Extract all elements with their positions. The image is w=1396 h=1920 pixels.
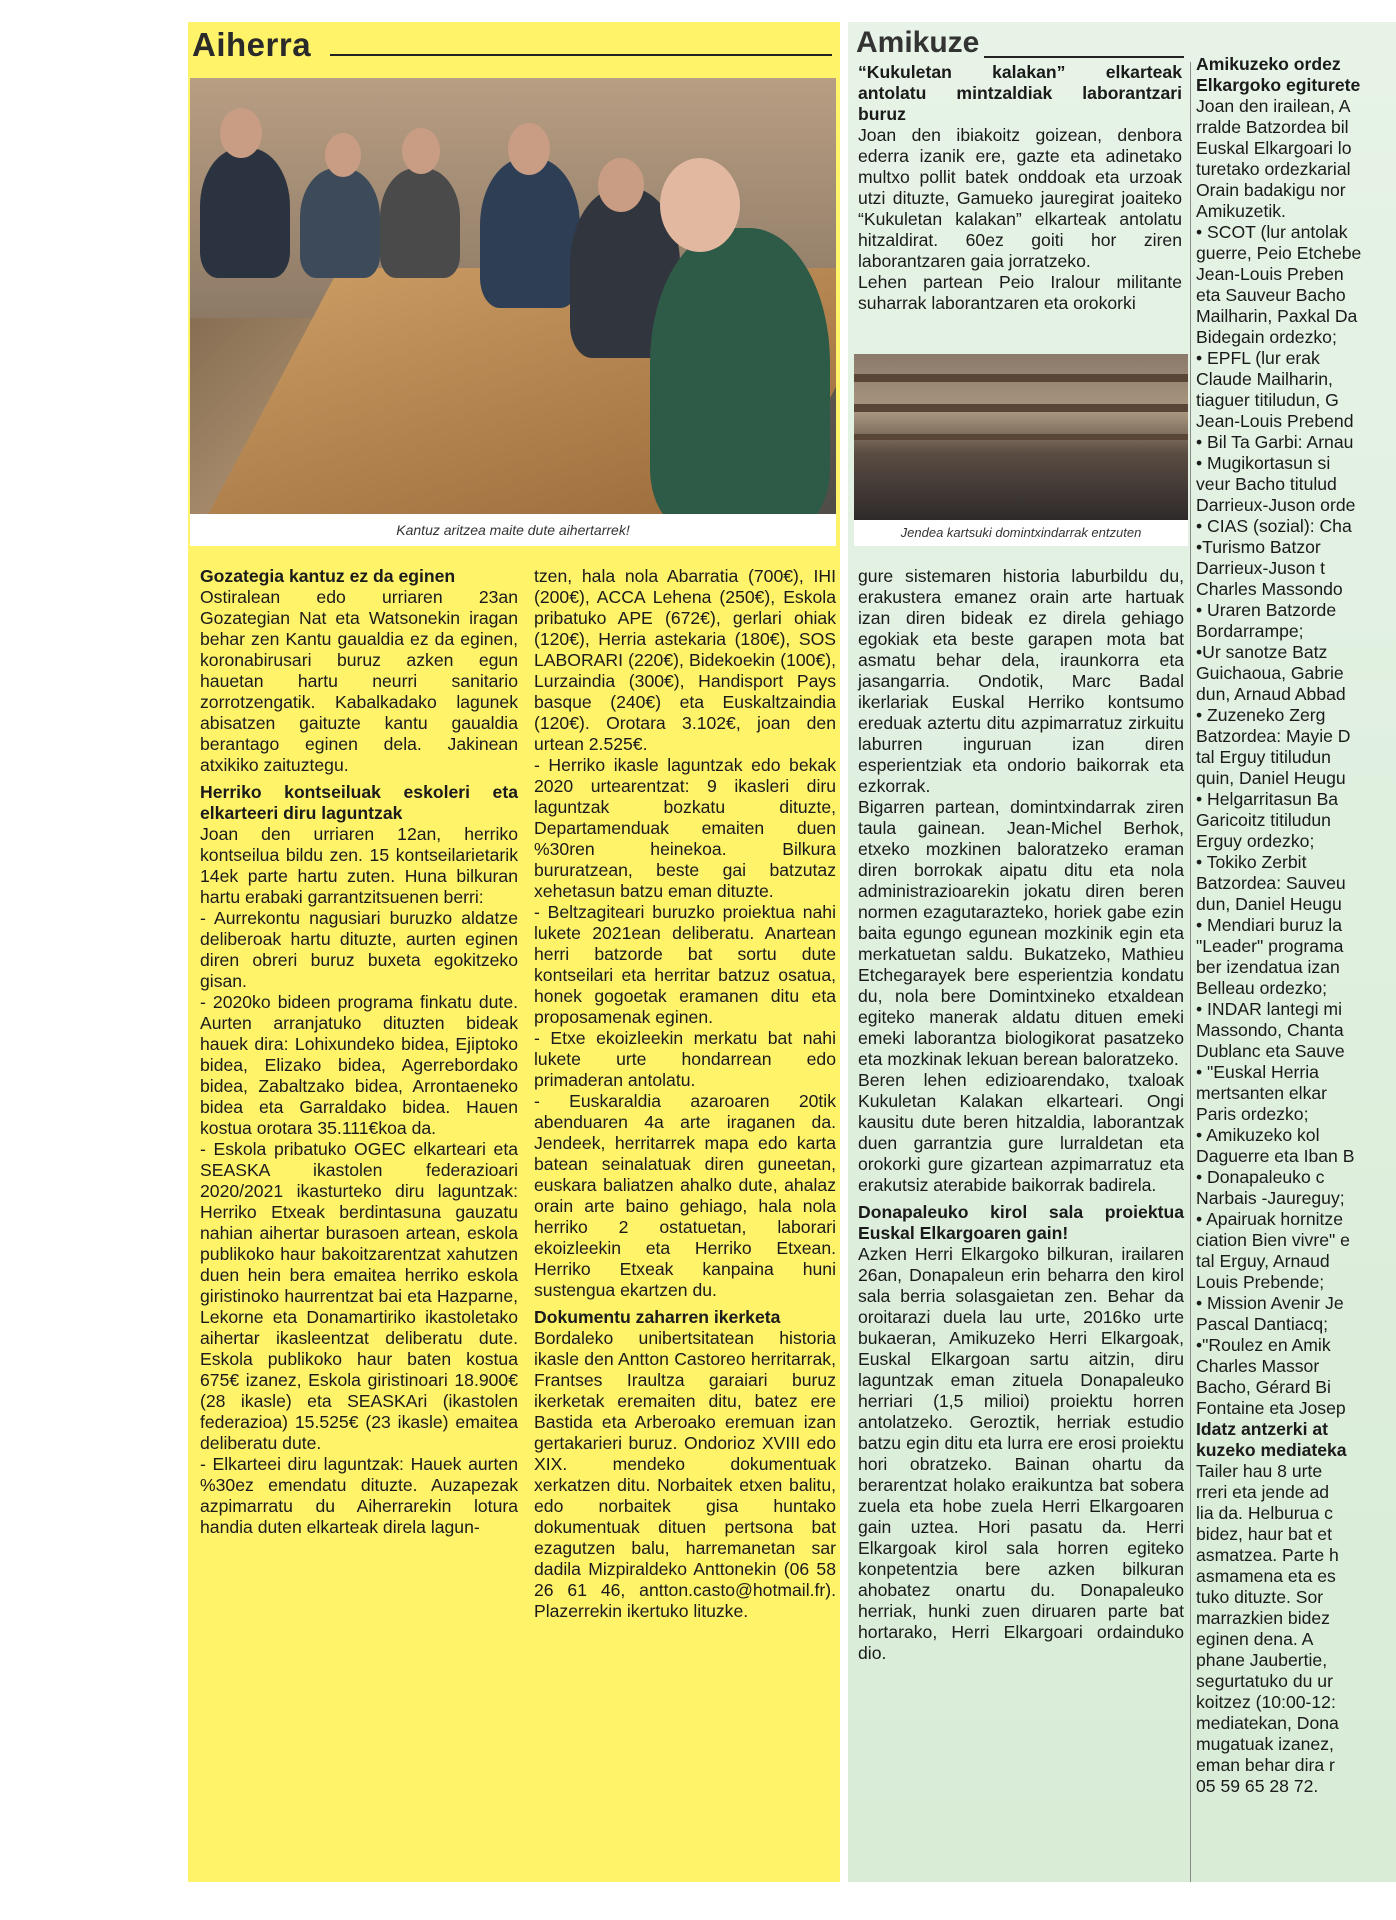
article-line: tal Erguy titiludun <box>1196 747 1331 767</box>
article-paragraph: - Herriko ikasle laguntzak edo bekak 2020 urtearentzat: 9 ikasleri diru laguntzak bozkatu dituzte, Departamenduak emaiten duen %30ren heinekoa. Bilkura bururatzean, beste gai batzutaz xehetasun batzu eman dituzte. <box>534 755 836 901</box>
article-line: Bordarrampe; <box>1196 621 1304 641</box>
article-line: Claude Mailharin, <box>1196 369 1333 389</box>
article-line: quin, Daniel Heugu <box>1196 768 1346 788</box>
article-line: Bidegain ordezko; <box>1196 327 1337 347</box>
article-line: • Zuzeneko Zerg <box>1196 705 1326 725</box>
article-headline: Gozategia kantuz ez da eginen <box>200 566 456 586</box>
article-line: mugatuak izanez, <box>1196 1734 1334 1754</box>
amikuze-section-title: Amikuze <box>856 26 980 59</box>
article-line: Belleau ordezko; <box>1196 978 1328 998</box>
article-line: •Ur sanotze Batz <box>1196 642 1328 662</box>
aiherra-section-title: Aiherra <box>192 26 312 63</box>
article-paragraph: Joan den urriaren 12an, herriko kontseilua bildu zen. 15 kontseilarietarik 14ek parte hartu zuten. Huna bilkuran hartu erabaki garrantzitsuenen berri: <box>200 824 518 907</box>
article-line: ber izendatua izan <box>1196 957 1340 977</box>
article-headline: “Kukuletan kalakan” elkarteak antolatu mintzaldiak laborantzari buruz <box>858 62 1182 124</box>
article-line: Batzordea: Mayie D <box>1196 726 1351 746</box>
article-line: Batzordea: Sauveu <box>1196 873 1346 893</box>
article-paragraph: - Aurrekontu nagusiari buruzko aldatze deliberoak hartu dituzte, aurten eginen diren obreri buruz buxeta egokitzeko gisan. <box>200 908 518 991</box>
article-line: tuko dituzte. Sor <box>1196 1587 1324 1607</box>
article-line: eman behar dira r <box>1196 1755 1335 1775</box>
article-line: Jean-Louis Prebend <box>1196 411 1354 431</box>
article-headline: Dokumentu zaharren ikerketa <box>534 1307 781 1327</box>
article-line: mertsanten elkar <box>1196 1083 1328 1103</box>
article-line: guerre, Peio Etchebe <box>1196 243 1362 263</box>
article-line: • Mendiari buruz la <box>1196 915 1342 935</box>
column-divider <box>1190 62 1191 1882</box>
title-rule <box>984 56 1184 58</box>
article-paragraph: gure sistemaren historia laburbildu du, erakustera emanez orain arte hartuak izan diren bideak ez direla gehiago egokiak eta beste garapen mota bat asmatu behar dela, iraunkorra eta jasangarria. Ondotik, Marc Badal ikerlariak Euskal Herriko kontsumo ereduak aztertu ditu azpimarratuz zirkuitu laburren inguruan izan diren esperientziak eta ondorio baikorrak eta ezkorrak. <box>858 566 1184 796</box>
article-line: Louis Prebende; <box>1196 1272 1325 1292</box>
article-paragraph: Lehen partean Peio Iralour militante suharrak laborantzaren eta orokorki <box>858 272 1182 313</box>
article-line: • Mugikortasun si <box>1196 453 1331 473</box>
article-line: Tailer hau 8 urte <box>1196 1461 1323 1481</box>
article-line: Dublanc eta Sauve <box>1196 1041 1345 1061</box>
article-line: turetako ordezkarial <box>1196 159 1351 179</box>
article-paragraph: - Eskola pribatuko OGEC elkarteari eta SEASKA ikastolen federazioari 2020/2021 ikasturteko diru laguntzak: Herriko Etxeak berdintasuna gauzatu nahian aihertar burasoen artean, eskola publikoko haur bakoitzarentzat xahutzen duen hein bera emaitea herriko eskola giristinoko haurrentzat bai eta Hazparne, Lekorne eta Donamartiriko ikastoletako aihertar ikasleentzat deliberatu dute. Eskola publikoko haur baten kostua 675€ izanez, Eskola giristinoari 18.900€ (28 ikasle) eta SEASKAri (ikastolen federazioa) 15.525€ (23 ikasle) emaitea deliberatu dute. <box>200 1139 518 1453</box>
article-paragraph: - Elkarteei diru laguntzak: Hauek aurten %30ez emendatu dituzte. Auzapezak azpimarratu du Aiherrarekin lotura handia duten elkarteak direla lagun- <box>200 1454 518 1537</box>
article-line: Darrieux-Juson orde <box>1196 495 1356 515</box>
article-line: • EPFL (lur erak <box>1196 348 1320 368</box>
article-headline-line: Elkargoko egiturete <box>1196 75 1361 95</box>
article-line: mediatekan, Dona <box>1196 1713 1339 1733</box>
article-line: Pascal Dantiacq; <box>1196 1314 1329 1334</box>
article-headline: Donapaleuko kirol sala proiektua Euskal Elkargoaren gain! <box>858 1202 1184 1243</box>
article-line: Euskal Elkargoari lo <box>1196 138 1352 158</box>
aiherra-column-2 <box>534 566 836 1622</box>
article-line: ciation Bien vivre" e <box>1196 1230 1350 1250</box>
audience-photo <box>854 354 1188 520</box>
article-line: •"Roulez en Amik <box>1196 1335 1331 1355</box>
article-paragraph: Joan den ibiakoitz goizean, denbora ederra izanik ere, gazte eta adinetako multxo pollit batek onddoak eta urzoak utzi dituzte, Gamueko jauregirat joaiteko “Kukuletan kalakan” elkarteak antolatu hitzaldirat. 60ez goiti hor ziren laborantzaren gaia jorratzeko. <box>858 125 1182 271</box>
article-line: • CIAS (sozial): Cha <box>1196 516 1352 536</box>
article-line: rralde Batzordea bil <box>1196 117 1349 137</box>
article-line: • "Euskal Herria <box>1196 1062 1319 1082</box>
article-paragraph: tzen, hala nola Abarratia (700€), IHI (200€), ACCA Lehena (250€), Eskola pribatuko APE (672€), gerlari ohiak (120€), Herria astekaria (180€), SOS LABORARI (220€), Bidekoekin (100€), Lurzaindia (300€), Handisport Pays basque (240€) eta Euskaltzaindia (120€). Orotara 3.102€, joan den urtean 2.525€. <box>534 566 836 754</box>
article-line: veur Bacho titulud <box>1196 474 1337 494</box>
article-line: 05 59 65 28 72. <box>1196 1776 1319 1796</box>
article-line: dun, Arnaud Abbad <box>1196 684 1346 704</box>
article-line: segurtatuko du ur <box>1196 1671 1333 1691</box>
article-line: Massondo, Chanta <box>1196 1020 1344 1040</box>
amikuze-column-1-top <box>858 62 1182 314</box>
singers-photo <box>190 78 836 514</box>
article-line: • Helgarritasun Ba <box>1196 789 1339 809</box>
article-line: • Donapaleuko c <box>1196 1167 1325 1187</box>
article-line: lia da. Helburua c <box>1196 1503 1333 1523</box>
amikuze-column-1-bottom <box>858 566 1184 1664</box>
article-paragraph: Azken Herri Elkargoko bilkuran, irailaren 26an, Donapaleun erin beharra den kirol sala berria solasgaietan zen. Behar da oroitarazi duela lau urte, 2016ko urte bukaeran, Amikuzeko Herri Elkargoak, Euskal Elkargoan sartu aitzin, diru laguntzak eman zituela Donapaleuko herriari (1,5 milioi) proiektu horren antolatzeko. Geroztik, herriak estudio batzu egin ditu eta lurra ere erosi proiektu hori obratzeko. Bainan ohartu da berarentzat holako eraikuntza bat sobera zuela eta hobe zuela Herri Elkargoaren gain uztea. Hori pasatu da. Herri Elkargoak kirol sala horren egiteko konpetentzia bere azken bilkuran ahobatez onartu du. Donapaleuko herriak, hunki zuen diruaren parte bat hortarako, Herri Elkargoari ordainduko dio. <box>858 1244 1184 1663</box>
amikuze-column-2 <box>1196 54 1396 1797</box>
article-line: • Apairuak hornitze <box>1196 1209 1343 1229</box>
article-line: • SCOT (lur antolak <box>1196 222 1348 242</box>
article-line: asmatzea. Parte h <box>1196 1545 1339 1565</box>
aiherra-column-1 <box>200 566 518 1538</box>
article-line: • INDAR lantegi mi <box>1196 999 1342 1019</box>
article-line: bidez, haur bat et <box>1196 1524 1332 1544</box>
article-line: • Bil Ta Garbi: Arnau <box>1196 432 1354 452</box>
article-line: •Turismo Batzor <box>1196 537 1321 557</box>
article-headline-line: kuzeko mediateka <box>1196 1440 1347 1460</box>
article-headline-line: Idatz antzerki at <box>1196 1419 1328 1439</box>
article-line: Guichaoua, Gabrie <box>1196 663 1344 683</box>
article-line: Darrieux-Juson t <box>1196 558 1326 578</box>
article-paragraph: Ostiralean edo urriaren 23an Gozategian Nat eta Watsonekin iragan behar zen Kantu gaualdia ez da eginen, koronabirusari buruz azken egun hauetan hartu neurri sanitario zorrotzengatik. Kabalkadako lagunek abisatzen gaituzte kantu gaualdia berantago eginen dela. Jakinean atxikiko zaituztegu. <box>200 587 518 775</box>
singers-photo-caption: Kantuz aritzea maite dute aihertarrek! <box>190 514 836 546</box>
article-headline-line: Amikuzeko ordez <box>1196 54 1341 74</box>
article-line: Paris ordezko; <box>1196 1104 1309 1124</box>
article-line: • Amikuzeko kol <box>1196 1125 1320 1145</box>
audience-photo-caption: Jendea kartsuki domintxindarrak entzuten <box>854 520 1188 546</box>
article-line: eginen dena. A <box>1196 1629 1314 1649</box>
article-headline: Herriko kontseiluak eskoleri eta elkarteeri diru laguntzak <box>200 782 518 823</box>
article-paragraph: Bordaleko unibertsitatean historia ikasle den Antton Castoreo herritarrak, Frantses Iraultza garaiari buruz ikerketak eremaiten ditu, batez ere Bastida eta Arberoako eremuan izan gertakarieri buruz. Ondorioz XVIII edo XIX. mendeko dokumentuak xerkatzen ditu. Norbaitek etxen balitu, edo norbaitek gisa huntako dokumentuak dituen pertsona bat ezagutzen balu, harremanetan sar dadila Mizpiraldeko Anttonekin (06 58 26 61 46, antton.casto@hotmail.fr). Plazerrekin ikertuko lituzke. <box>534 1328 836 1621</box>
article-line: Jean-Louis Preben <box>1196 264 1344 284</box>
article-line: Orain badakigu nor <box>1196 180 1346 200</box>
article-line: • Uraren Batzorde <box>1196 600 1337 620</box>
article-line: Garicoitz titiludun <box>1196 810 1331 830</box>
article-line: Charles Massor <box>1196 1356 1320 1376</box>
article-line: Daguerre eta Iban B <box>1196 1146 1355 1166</box>
article-paragraph: Bigarren partean, domintxindarrak ziren taula gainean. Jean-Michel Berhok, etxeko mozkinen baloratzeko eraman diren borrokak aipatu ditu eta nola administrazioarekin jokatu diren beren normen ezagutarazteko, horiek gabe ezin baita egungo egunean mozkinik egin eta merkatuetan saldu. Bukatzeko, Mathieu Etchegarayek bere esperientzia kondatu du, nola bere Domintxineko etxaldean egiteko manerak aldatu dituen emeki emeki laborantza biologikorat pasatzeko eta mozkinak lekuan berean baloratzeko. <box>858 797 1184 1069</box>
article-line: Erguy ordezko; <box>1196 831 1315 851</box>
article-paragraph: Beren lehen edizioarendako, txaloak Kukuletan Kalakan elkarteari. Ongi kausitu dute beren hitzaldia, laborantzak duen garrantzia gure lurraldetan eta orokorki gure gizartean azpimarratuz eta erakutsiz aterabide baikorrak badirela. <box>858 1070 1184 1195</box>
article-paragraph: - Etxe ekoizleekin merkatu bat nahi lukete urte hondarrean edo primaderan antolatu. <box>534 1028 836 1090</box>
article-paragraph: - 2020ko bideen programa finkatu dute. Aurten arranjatuko dituzten bideak hauek dira: Lohixundeko bidea, Ejiptoko bidea, Elizako bidea, Agerrebordako bidea, Zabaltzako bidea, Arrontaeneko bidea eta Garraldako bidea. Hauen kostua orotara 35.111€koa da. <box>200 992 518 1138</box>
article-line: Amikuzetik. <box>1196 201 1286 221</box>
article-line: Bacho, Gérard Bi <box>1196 1377 1331 1397</box>
article-paragraph: - Beltzagiteari buruzko proiektua nahi lukete 2021ean deliberatu. Anartean herri batzorde bat sortu dute kontseilari eta herritar batzuz osatua, honek gogoetak eramanen ditu eta proposamenak eginen. <box>534 902 836 1027</box>
article-line: tal Erguy, Arnaud <box>1196 1251 1330 1271</box>
article-line: koitzez (10:00-12: <box>1196 1692 1336 1712</box>
article-line: "Leader" programa <box>1196 936 1344 956</box>
article-line: Fontaine eta Josep <box>1196 1398 1346 1418</box>
article-line: rreri eta jende ad <box>1196 1482 1330 1502</box>
article-line: dun, Daniel Heugu <box>1196 894 1342 914</box>
article-line: Charles Massondo <box>1196 579 1343 599</box>
article-line: • Tokiko Zerbit <box>1196 852 1307 872</box>
article-line: tiaguer titiludun, G <box>1196 390 1339 410</box>
article-line: Joan den irailean, A <box>1196 96 1351 116</box>
article-line: Narbais -Jaureguy; <box>1196 1188 1345 1208</box>
article-line: • Mission Avenir Je <box>1196 1293 1344 1313</box>
title-rule <box>330 54 832 56</box>
article-line: marrazkien bidez <box>1196 1608 1330 1628</box>
article-paragraph: - Euskaraldia azaroaren 20tik abenduaren 4a arte iraganen da. Jendeek, herritarrek mapa edo karta batean seinalatuak diren guneetan, euskara baliatzen ahalko dute, ahalaz orain arte baino gehiago, hala nola herriko 2 ostatuetan, laborari ekoizleekin eta Herriko Etxean. Herriko Etxeak kanpaina huni sustengua ekartzen du. <box>534 1091 836 1300</box>
article-line: eta Sauveur Bacho <box>1196 285 1346 305</box>
article-line: phane Jaubertie, <box>1196 1650 1328 1670</box>
article-line: Mailharin, Paxkal Da <box>1196 306 1358 326</box>
article-line: asmamena eta es <box>1196 1566 1336 1586</box>
